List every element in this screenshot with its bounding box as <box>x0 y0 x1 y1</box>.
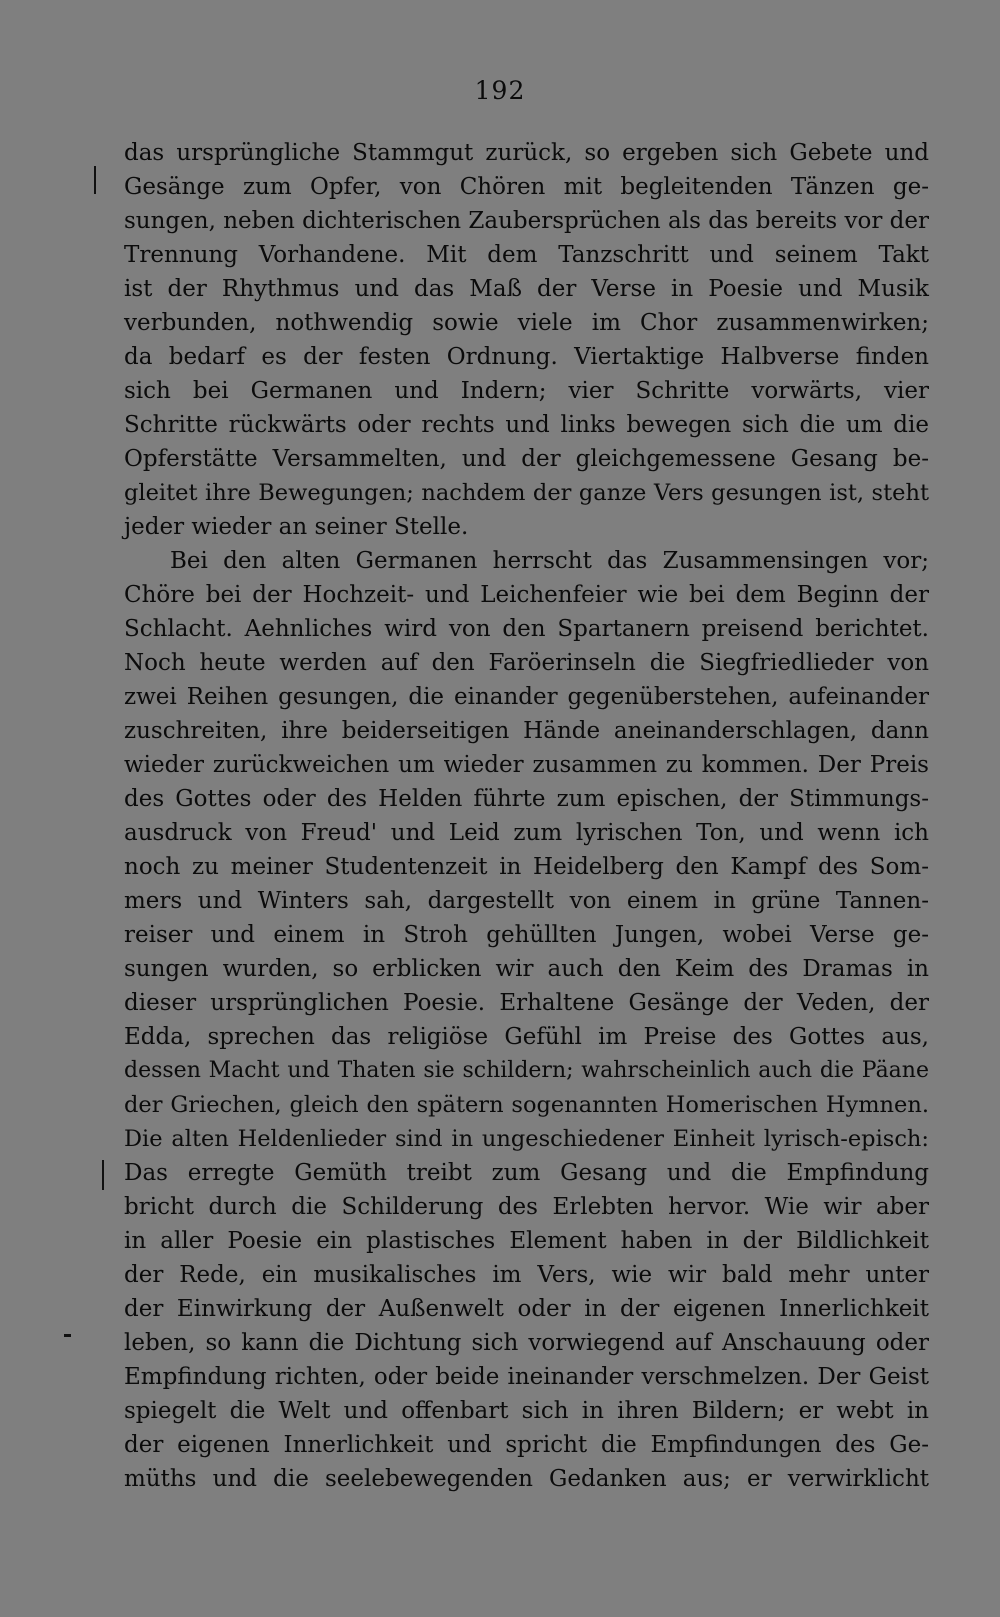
text-line: in aller Poesie ein plastisches Element haben in der Bildlichkeit <box>124 1228 929 1254</box>
text-line: leben, so kann die Dichtung sich vorwiegend auf Anschauung oder <box>124 1330 929 1356</box>
text-line: sungen wurden, so erblicken wir auch den Keim des Dramas in <box>124 956 929 982</box>
text-line: dessen Macht und Thaten sie schildern; wahrscheinlich auch die Päane <box>124 1058 929 1083</box>
text-line: müths und die seelebewegenden Gedanken aus; er verwirklicht <box>124 1466 929 1492</box>
text-line: zuschreiten, ihre beiderseitigen Hände aneinanderschlagen, dann <box>124 718 929 744</box>
text-line: Die alten Heldenlieder sind in ungeschiedener Einheit lyrisch-episch: <box>124 1126 929 1152</box>
text-line: ist der Rhythmus und das Maß der Verse in Poesie und Musik <box>124 276 929 302</box>
text-line: Gesänge zum Opfer, von Chören mit begleitenden Tänzen ge- <box>124 174 929 200</box>
body-text <box>124 136 929 1496</box>
text-line: Trennung Vorhandene. Mit dem Tanzschritt und seinem Takt <box>124 242 929 268</box>
text-line: spiegelt die Welt und offenbart sich in ihren Bildern; er webt in <box>124 1398 929 1424</box>
text-line: noch zu meiner Studentenzeit in Heidelberg den Kampf des Som- <box>124 854 929 880</box>
text-line: zwei Reihen gesungen, die einander gegenüberstehen, aufeinander <box>124 684 929 710</box>
text-line: Schritte rückwärts oder rechts und links bewegen sich die um die <box>124 412 929 438</box>
text-line: verbunden, nothwendig sowie viele im Chor zusammenwirken; <box>124 310 929 336</box>
text-line: Bei den alten Germanen herrscht das Zusammensingen vor; <box>170 548 929 574</box>
text-line: der Rede, ein musikalisches im Vers, wie wir bald mehr unter <box>124 1262 929 1288</box>
text-line: ausdruck von Freud' und Leid zum lyrischen Ton, und wenn ich <box>124 820 929 846</box>
margin-mark <box>102 1160 104 1190</box>
text-line: gleitet ihre Bewegungen; nachdem der ganze Vers gesungen ist, steht <box>124 480 929 506</box>
text-line: sich bei Germanen und Indern; vier Schritte vorwärts, vier <box>124 378 929 404</box>
page-number: 192 <box>474 76 526 105</box>
text-line: Schlacht. Aehnliches wird von den Spartanern preisend berichtet. <box>124 616 929 642</box>
text-line: reiser und einem in Stroh gehüllten Jungen, wobei Verse ge- <box>124 922 929 948</box>
margin-mark <box>94 166 96 194</box>
text-line: jeder wieder an seiner Stelle. <box>124 514 469 540</box>
text-line: Noch heute werden auf den Faröerinseln die Siegfriedlieder von <box>124 650 929 676</box>
text-line: Das erregte Gemüth treibt zum Gesang und die Empfindung <box>124 1160 929 1186</box>
text-line: dieser ursprünglichen Poesie. Erhaltene Gesänge der Veden, der <box>124 990 929 1016</box>
text-line: sungen, neben dichterischen Zaubersprüchen als das bereits vor der <box>124 208 929 234</box>
text-line: da bedarf es der festen Ordnung. Viertaktige Halbverse finden <box>124 344 929 370</box>
text-line: der eigenen Innerlichkeit und spricht die Empfindungen des Ge- <box>124 1432 929 1458</box>
text-line: Empfindung richten, oder beide ineinander verschmelzen. Der Geist <box>124 1364 929 1390</box>
text-line: der Griechen, gleich den spätern sogenannten Homerischen Hymnen. <box>124 1092 929 1118</box>
text-line: Opferstätte Versammelten, und der gleichgemessene Gesang be- <box>124 446 929 472</box>
text-line: Chöre bei der Hochzeit- und Leichenfeier wie bei dem Beginn der <box>124 582 929 608</box>
text-line: Edda, sprechen das religiöse Gefühl im Preise des Gottes aus, <box>124 1024 929 1050</box>
text-line: des Gottes oder des Helden führte zum epischen, der Stimmungs- <box>124 786 929 812</box>
text-line: der Einwirkung der Außenwelt oder in der eigenen Innerlichkeit <box>124 1296 929 1322</box>
text-line: mers und Winters sah, dargestellt von einem in grüne Tannen- <box>124 888 929 914</box>
text-line: bricht durch die Schilderung des Erlebten hervor. Wie wir aber <box>124 1194 929 1220</box>
text-line: wieder zurückweichen um wieder zusammen zu kommen. Der Preis <box>124 752 929 778</box>
margin-dash <box>64 1334 71 1337</box>
text-line: das ursprüngliche Stammgut zurück, so ergeben sich Gebete und <box>124 140 929 166</box>
